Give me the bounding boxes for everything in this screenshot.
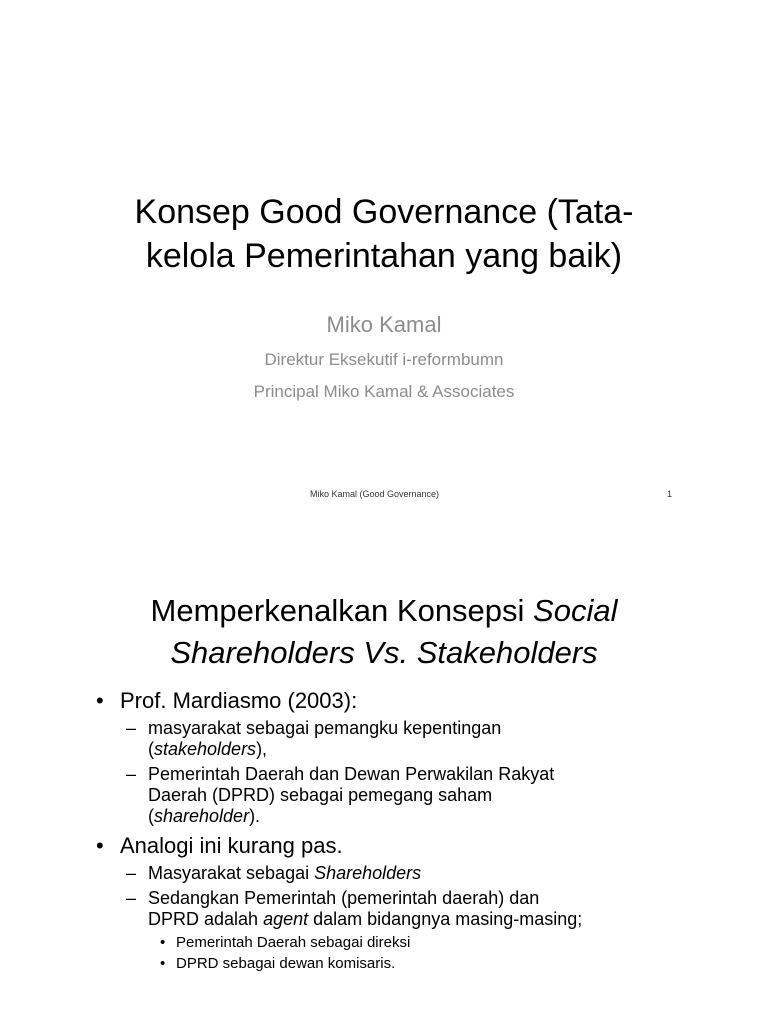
list-item: • Prof. Mardiasmo (2003):: [96, 688, 358, 713]
list-item: – Pemerintah Daerah dan Dewan Perwakilan Rakyat Daerah (DPRD) sebagai pemegang saham (shareholder).: [126, 764, 555, 826]
author-name: Miko Kamal: [326, 312, 442, 337]
author-position: Direktur Eksekutif i-reformbumn: [264, 350, 504, 369]
slide-title: [40, 190, 728, 278]
list-item: – Sedangkan Pemerintah (pemerintah daerah) dan DPRD adalah agent dalam bidangnya masing-masing;: [126, 888, 583, 929]
title-line-2: Shareholders Vs. Stakeholders: [170, 635, 598, 670]
dash-icon: –: [126, 863, 137, 883]
bullet-icon: •: [160, 955, 166, 972]
slide-title: [40, 590, 728, 674]
dash-icon: –: [126, 764, 137, 784]
slide-2: [0, 512, 768, 1024]
list-item: – masyarakat sebagai pemangku kepentingan (stakeholders),: [126, 718, 502, 759]
title-line-2: kelola Pemerintahan yang baik): [145, 237, 623, 275]
bullet-icon: •: [96, 833, 104, 858]
bullet-icon: •: [160, 934, 166, 951]
slide-footer: Miko Kamal (Good Governance): [310, 489, 440, 499]
dash-icon: –: [126, 888, 137, 908]
bullet-list: [96, 682, 716, 976]
title-line-1: Memperkenalkan Konsepsi Social: [150, 593, 618, 628]
list-item: • DPRD sebagai dewan komisaris.: [160, 955, 396, 972]
list-item: – Masyarakat sebagai Shareholders: [126, 863, 422, 883]
dash-icon: –: [126, 718, 137, 738]
author-affiliation: Principal Miko Kamal & Associates: [253, 382, 515, 401]
page-number: 1: [667, 489, 673, 499]
title-line-1: Konsep Good Governance (Tata-: [134, 193, 634, 231]
list-item: • Pemerintah Daerah sebagai direksi: [160, 934, 411, 951]
list-item: • Analogi ini kurang pas.: [96, 833, 343, 858]
bullet-icon: •: [96, 688, 104, 713]
